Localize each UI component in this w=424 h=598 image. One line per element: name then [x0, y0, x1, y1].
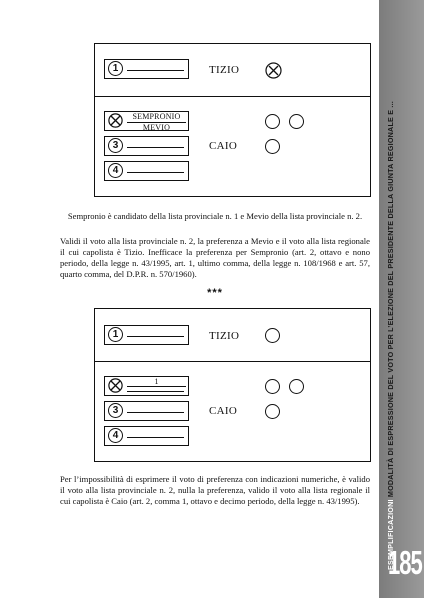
paragraph-1: Validi il voto alla lista provinciale n. 2, la preferenza a Mevio e il voto alla lista regionale il cui capolista è Tizio. Inefficace la preferenza per Sempronio (art. 2, ottavo e nono periodo, della legge n. 43/1995, art. 1, ultimo comma, della legge n. 108/1968 e art. 57, quarto comma, del D.P.R. n. 570/1960).	[60, 236, 370, 279]
caption-1: Sempronio è candidato della lista provinciale n. 1 e Mevio della lista provinciale n. 2.	[67, 211, 363, 221]
side-tab-title: MODALITÀ DI ESPRESSIONE DEL VOTO PER L’ELEZIONE DEL PRESIDENTE DELLA GIUNTA REGIONALE E ...	[386, 100, 395, 498]
blank-line	[127, 391, 184, 392]
list-slot-4	[104, 161, 189, 181]
candidate-name-caio: CAIO	[209, 140, 238, 152]
ballot-top-section	[95, 309, 370, 361]
list-slot-3	[104, 136, 189, 156]
list-slot-2	[104, 376, 189, 396]
empty-circle-icon	[265, 139, 280, 154]
empty-circle-icon	[265, 328, 280, 343]
blank-line	[127, 412, 184, 413]
crossed-circle-icon	[265, 62, 282, 79]
candidate-name-tizio: TIZIO	[209, 330, 240, 342]
candidate-name-caio: CAIO	[209, 405, 238, 417]
crossed-badge-icon	[108, 378, 123, 393]
section-separator: ***	[207, 287, 223, 299]
ballot-example-2	[94, 308, 371, 462]
list-slot-1	[104, 59, 189, 79]
list-slot-1	[104, 325, 189, 345]
list-number-badge: 4	[108, 428, 123, 443]
blank-line	[127, 437, 184, 438]
list-slot-2	[104, 111, 189, 131]
list-slot-3	[104, 401, 189, 421]
blank-line	[127, 147, 184, 148]
page-number: 185	[388, 544, 422, 582]
list-number-badge: 1	[108, 327, 123, 342]
crossed-badge-icon	[108, 113, 123, 128]
ballot-top-section	[95, 44, 370, 96]
empty-circle-icon	[265, 379, 280, 394]
empty-circle-icon	[289, 114, 304, 129]
side-tab-heading	[384, 80, 398, 570]
preference-name-1: SEMPRONIO	[132, 112, 181, 121]
list-number-badge: 1	[108, 61, 123, 76]
ballot-bottom-section	[95, 96, 370, 196]
candidate-name-tizio: TIZIO	[209, 64, 240, 76]
ballot-bottom-section	[95, 361, 370, 461]
empty-circle-icon	[265, 114, 280, 129]
list-number-badge: 3	[108, 403, 123, 418]
paragraph-2: Per l’impossibilità di esprimere il voto di preferenza con indicazioni numeriche, è valido il voto alla lista provinciale n. 2, nulla la preferenza, valido il voto alla lista regionale il cui capolista è Caio (art. 2, comma 1, ottavo e decimo periodo, della legge n. 43/1995).	[60, 474, 370, 506]
list-slot-4	[104, 426, 189, 446]
ballot-example-1	[94, 43, 371, 197]
empty-circle-icon	[289, 379, 304, 394]
side-tab-section: ESEMPLIFICAZIONI	[386, 499, 395, 570]
preference-number: 1	[127, 377, 186, 387]
blank-line	[127, 336, 184, 337]
blank-line	[127, 172, 184, 173]
blank-line	[127, 70, 184, 71]
list-number-badge: 3	[108, 138, 123, 153]
preference-name-2: MEVIO	[127, 122, 186, 132]
list-number-badge: 4	[108, 163, 123, 178]
empty-circle-icon	[265, 404, 280, 419]
